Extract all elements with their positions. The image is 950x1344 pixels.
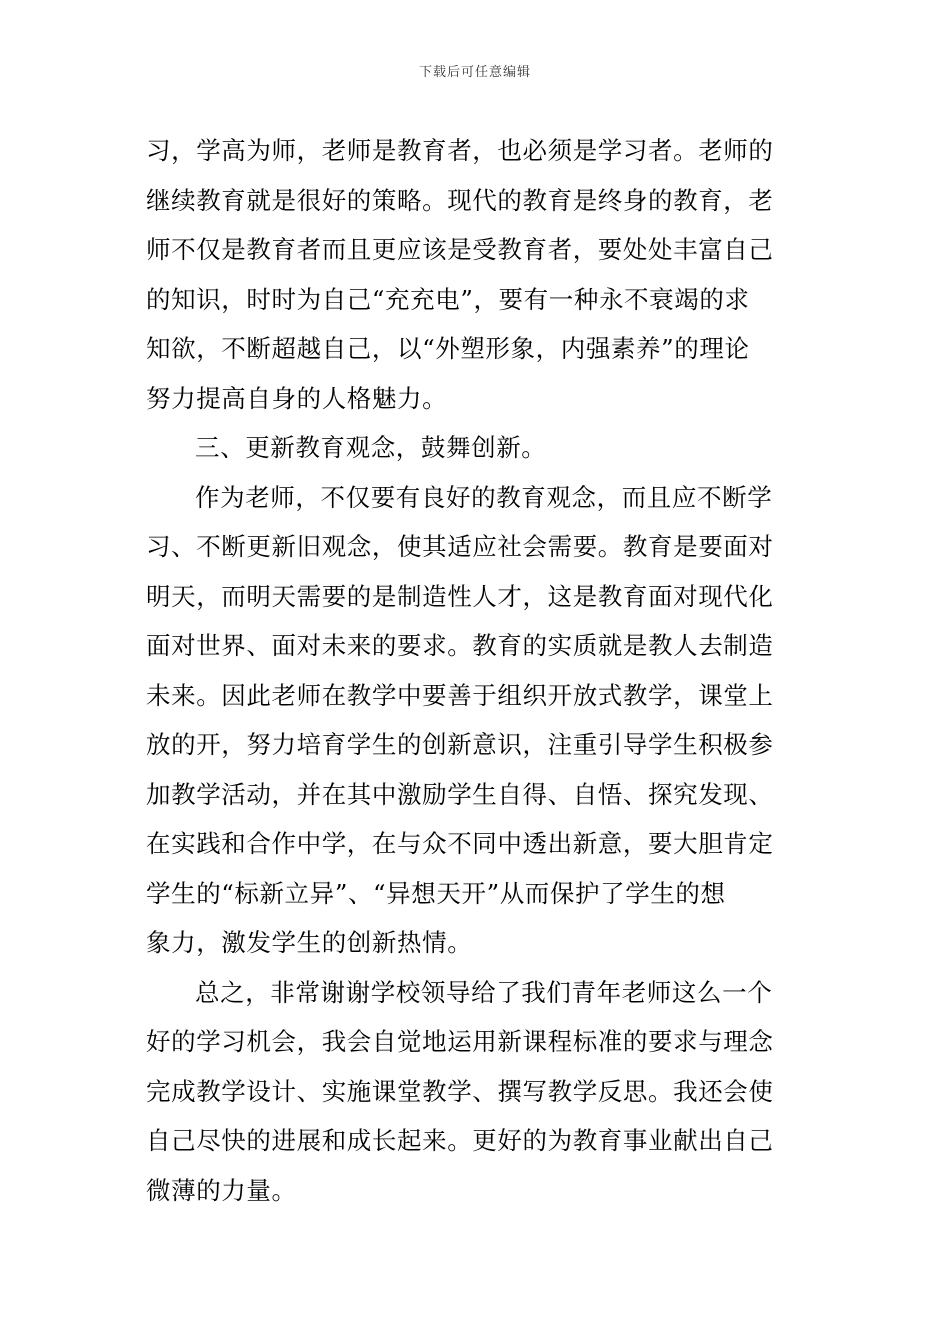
text-line: 三、更新教育观念，鼓舞创新。 <box>195 433 547 462</box>
text-line: 明天，而明天需要的是制造性人才，这是教育面对现代化 <box>146 581 774 611</box>
text-line: 师不仅是教育者而且更应该是受教育者，要处处丰富自己 <box>146 235 774 264</box>
text-line: 好的学习机会，我会自觉地运用新课程标准的要求与理念 <box>146 1027 774 1056</box>
text-line: 在实践和合作中学，在与众不同中透出新意，要大胆肯定 <box>146 829 774 858</box>
text-line: 自己尽快的进展和成长起来。更好的为教育事业献出自己 <box>146 1126 774 1155</box>
page-header: 下载后可任意编辑 <box>418 65 531 80</box>
text-line: 学生的“标新立异”、“异想天开”从而保护了学生的想 <box>146 878 726 908</box>
text-line: 努力提高自身的人格魅力。 <box>146 383 448 413</box>
text-line: 完成教学设计、实施课堂教学、撰写教学反思。我还会使 <box>146 1076 774 1106</box>
text-line: 加教学活动，并在其中激励学生自得、自悟、探究发现、 <box>146 779 774 809</box>
text-line: 继续教育就是很好的策略。现代的教育是终身的教育，老 <box>146 185 774 215</box>
text-line: 习、不断更新旧观念，使其适应社会需要。教育是要面对 <box>146 532 774 561</box>
text-line: 习，学高为师，老师是教育者，也必须是学习者。老师的 <box>146 136 774 165</box>
text-line: 知欲，不断超越自己，以“外塑形象，内强素养”的理论 <box>146 334 750 363</box>
text-line: 作为老师，不仅要有良好的教育观念，而且应不断学 <box>195 482 773 512</box>
text-line: 面对世界、面对未来的要求。教育的实质就是教人去制造 <box>146 631 774 660</box>
document-body <box>146 126 806 1215</box>
text-line: 未来。因此老师在教学中要善于组织开放式教学，课堂上 <box>146 680 774 710</box>
text-line: 放的开，努力培育学生的创新意识，注重引导学生积极参 <box>146 730 774 759</box>
text-line: 微薄的力量。 <box>146 1175 297 1205</box>
text-line: 的知识，时时为自己“充充电”，要有一种永不衰竭的求 <box>146 284 750 314</box>
text-line: 象力，激发学生的创新热情。 <box>146 928 473 957</box>
text-line: 总之，非常谢谢学校领导给了我们青年老师这么一个 <box>195 977 773 1007</box>
